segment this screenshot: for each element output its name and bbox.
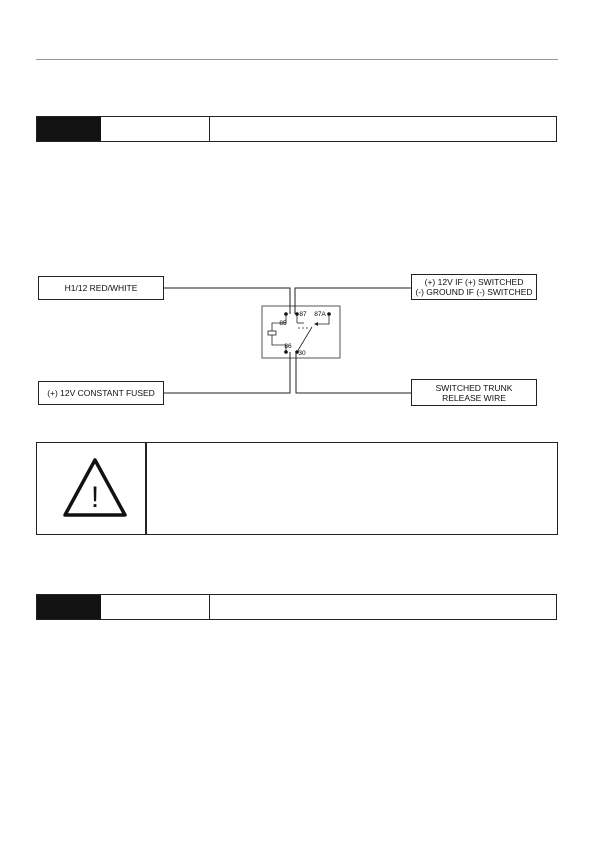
terminal-86: [284, 350, 288, 354]
label-trunk-line2: RELEASE WIRE: [442, 392, 506, 403]
section-header-rest-cell: [210, 595, 556, 619]
label-h1-12-text: H1/12 RED/WHITE: [64, 283, 138, 293]
pin-label-87: 87: [299, 311, 307, 318]
label-trunk-line1: SWITCHED TRUNK: [435, 382, 513, 393]
label-h1-12-red-white: [38, 276, 164, 300]
terminal-87a: [327, 312, 331, 316]
warning-exclamation: !: [90, 481, 100, 514]
section-header-black-cell: [37, 595, 101, 619]
section-header-bar-bottom: [36, 594, 557, 620]
terminal-87: [295, 312, 299, 316]
label-constant-fused-text: (+) 12V CONSTANT FUSED: [47, 388, 155, 398]
label-switched-polarity: [411, 274, 537, 300]
label-switched-line1: (+) 12V IF (+) SWITCHED: [424, 277, 524, 287]
warning-divider: [145, 443, 147, 534]
section-header-mid-cell: [101, 595, 210, 619]
terminal-85: [284, 312, 288, 316]
label-switched-trunk-release: [411, 379, 537, 406]
pin-label-87a: 87A: [314, 311, 326, 318]
relay-coil: [268, 331, 276, 335]
warning-triangle-icon: [62, 457, 128, 519]
pin-label-30: 30: [298, 350, 306, 357]
label-constant-fused: [38, 381, 164, 405]
pin-label-85: 85: [279, 320, 287, 327]
label-switched-line2: (-) GROUND IF (-) SWITCHED: [415, 287, 533, 297]
pin-label-86: 86: [284, 343, 292, 350]
warning-panel: [36, 442, 558, 535]
